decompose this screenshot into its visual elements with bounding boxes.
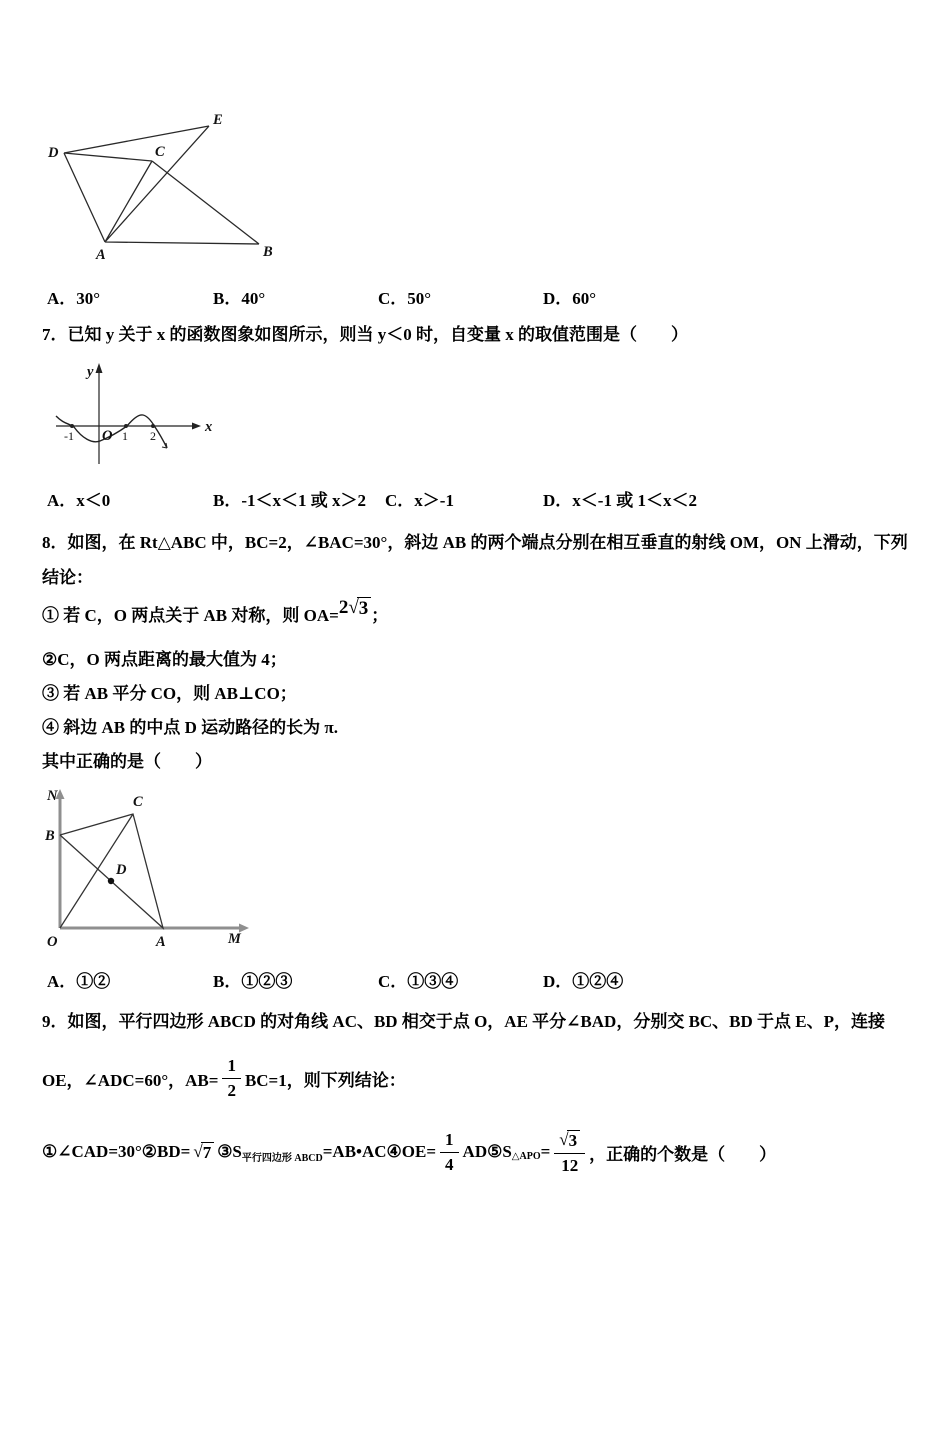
- q6-option-a: A．30°: [47, 289, 101, 308]
- fig1-label-B: B: [263, 244, 273, 260]
- graph-axis-arrows: [96, 363, 202, 430]
- q8-option-b: B．①②③: [213, 972, 293, 991]
- graph-axes: [56, 370, 194, 464]
- fraction-one-half: [222, 1057, 241, 1100]
- perpendicular-rays: [60, 797, 241, 928]
- fig1-label-D: D: [48, 145, 59, 161]
- fraction-numerator: [554, 1130, 585, 1154]
- fig2-tick-1: 1: [122, 429, 128, 443]
- question-7-text: 7．已知 y 关于 x 的函数图象如图所示，则当 y＜0 时，自变量 x 的取值范围是（ ）: [42, 325, 688, 344]
- radical-sign-icon: √: [348, 597, 359, 618]
- fig2-label-x: x: [205, 419, 213, 435]
- triangle-and-segment: [60, 814, 163, 928]
- subscript-triangle-apo: △APO: [511, 1150, 541, 1162]
- q9-seg6: ，正确的个数是（ ）: [589, 1144, 777, 1164]
- fig1-label-A: A: [96, 247, 106, 263]
- q6-option-b: B．40°: [213, 289, 266, 308]
- fig3-label-A: A: [156, 934, 166, 950]
- q8-item-4: ④ 斜边 AB 的中点 D 运动路径的长为 π.: [42, 718, 338, 737]
- radicand: 3: [567, 1130, 581, 1150]
- q8-item-1-tail: ；: [371, 606, 389, 625]
- fraction-numerator: 1: [440, 1131, 459, 1153]
- q7-option-b: B．-1＜x＜1 或 x＞2: [213, 491, 366, 510]
- radical-sqrt7: [193, 1142, 214, 1162]
- q8-prompt: 其中正确的是（ ）: [42, 752, 212, 771]
- question-8-text-line1: 8．如图，在 Rt△ABC 中，BC=2，∠BAC=30°，斜边 AB 的两个端点分别在相互垂直的射线 OM，ON 上滑动，下列: [42, 533, 908, 552]
- subscript-parallelogram-abcd: 平行四边形 ABCD: [241, 1152, 323, 1164]
- q6-option-d: D．60°: [543, 289, 597, 308]
- coefficient: 2: [338, 597, 349, 618]
- fig3-label-O: O: [47, 934, 58, 950]
- radical-sign-icon: √: [559, 1129, 569, 1149]
- fig2-tick-2: 2: [150, 429, 156, 443]
- radical-sqrt3: [348, 597, 371, 619]
- q9-seg5: =: [540, 1142, 551, 1162]
- q8-item-1-text: ① 若 C，O 两点关于 AB 对称，则 OA=: [42, 606, 339, 625]
- fig3-label-N: N: [47, 788, 58, 804]
- figure-sliding-triangle: [45, 787, 260, 955]
- radicand: 3: [357, 597, 372, 619]
- radical-sqrt3: [559, 1130, 580, 1150]
- fraction-denominator: 2: [227, 1080, 236, 1100]
- fig3-label-C: C: [133, 794, 143, 810]
- question-9-text-line2: [42, 1057, 908, 1100]
- fig3-label-D: D: [116, 862, 127, 878]
- ray-arrows: [56, 789, 250, 933]
- q8-options-row: [42, 971, 908, 993]
- q9-seg3: =AB•AC④OE=: [322, 1142, 437, 1162]
- q9-line2-post: BC=1，则下列结论：: [244, 1070, 406, 1090]
- q9-line2-pre: OE，∠ADC=60°，AB=: [42, 1070, 219, 1090]
- q6-option-c: C．50°: [378, 289, 432, 308]
- q8-option-d: D．①②④: [543, 972, 624, 991]
- q6-options-row: [42, 288, 908, 310]
- q9-seg2: ③S: [217, 1142, 242, 1162]
- q7-option-d: D．x＜-1 或 1＜x＜2: [543, 491, 697, 510]
- fraction-numerator: 1: [222, 1057, 241, 1079]
- expr-2-sqrt3: [339, 597, 371, 619]
- midpoint-D-dot: [108, 878, 114, 884]
- fig2-tick-neg1: -1: [64, 429, 74, 443]
- q8-item-1: [42, 597, 908, 627]
- q7-option-c: C．x＞-1: [385, 491, 454, 510]
- fig3-label-M: M: [228, 931, 241, 947]
- figure-function-graph: [54, 360, 219, 472]
- q8-option-a: A．①②: [47, 972, 111, 991]
- fig1-label-C: C: [155, 144, 165, 160]
- q7-options-row: [42, 490, 908, 512]
- fig2-label-O: O: [102, 428, 113, 444]
- fig1-label-E: E: [213, 112, 223, 128]
- fraction-denominator: 12: [561, 1155, 579, 1175]
- q9-seg1: ①∠CAD=30°②BD=: [42, 1142, 191, 1162]
- question-8-text-line2: 结论：: [42, 568, 93, 587]
- fig3-label-B: B: [45, 828, 55, 844]
- figure-triangle: [42, 106, 307, 266]
- question-9-text-line1: 9．如图，平行四边形 ABCD 的对角线 AC、BD 相交于点 O，AE 平分∠BAD，分别交 BC、BD 于点 E、P，连接: [42, 1012, 886, 1031]
- fraction-sqrt3-over-12: [554, 1130, 585, 1175]
- q7-option-a: A．x＜0: [47, 491, 111, 510]
- fig2-label-y: y: [87, 364, 94, 380]
- fraction-denominator: 4: [445, 1154, 454, 1174]
- fraction-one-quarter: [440, 1131, 459, 1174]
- radicand: 7: [201, 1142, 215, 1162]
- q9-seg4: AD⑤S: [462, 1142, 512, 1162]
- q8-item-2: ②C，O 两点距离的最大值为 4；: [42, 650, 287, 669]
- radical-sign-icon: √: [193, 1142, 203, 1162]
- q8-option-c: C．①③④: [378, 972, 459, 991]
- exam-page: [0, 106, 950, 1450]
- q8-item-3: ③ 若 AB 平分 CO，则 AB⊥CO；: [42, 684, 297, 703]
- question-9-text-line3: [42, 1130, 908, 1175]
